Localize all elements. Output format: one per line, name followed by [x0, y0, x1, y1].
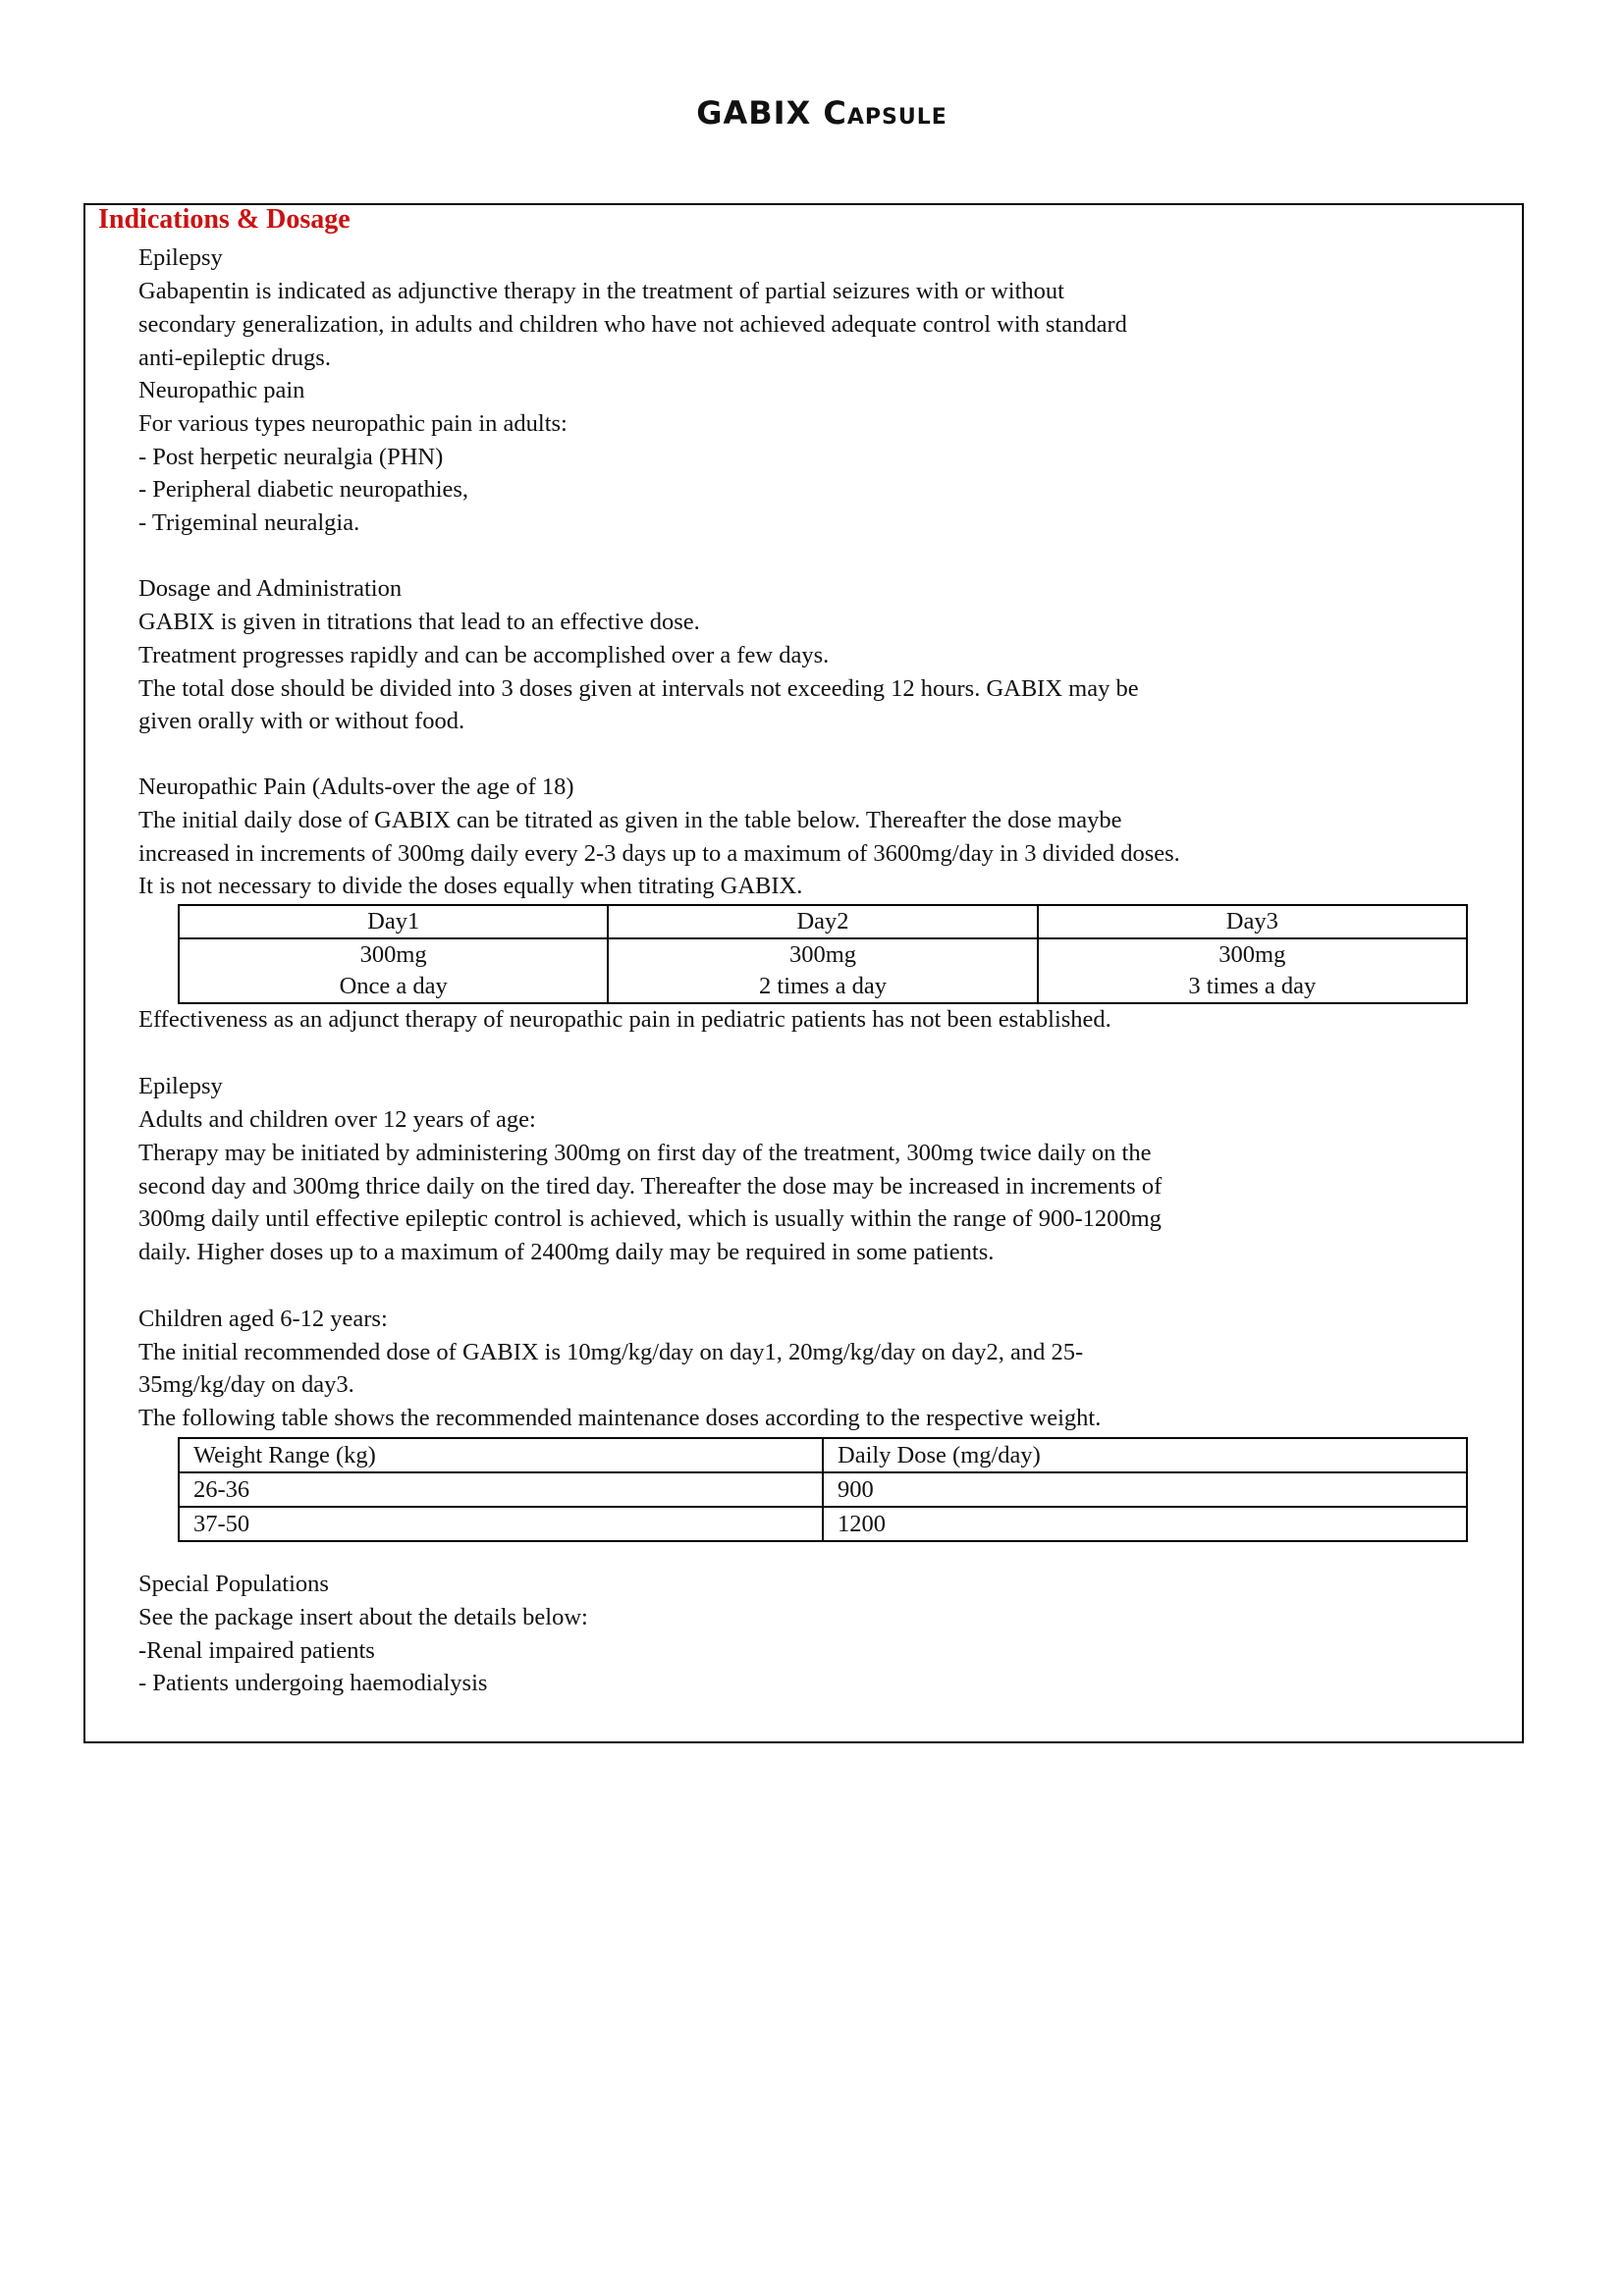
dose-value: 300mg — [359, 941, 427, 968]
table-header-cell: Weight Range (kg) — [179, 1438, 823, 1472]
subheading-dosage: Dosage and Administration — [138, 575, 403, 602]
dose-value: 300mg — [788, 941, 857, 968]
text-line: daily. Higher doses up to a maximum of 2400mg daily may be required in some patients. — [138, 1239, 995, 1265]
text-line: second day and 300mg thrice daily on the tired day. Thereafter the dose may be increased in increments of — [138, 1173, 1163, 1200]
table-cell — [1038, 938, 1467, 1003]
text-line: It is not necessary to divide the doses equally when titrating GABIX. — [138, 873, 803, 899]
table-cell: 900 — [823, 1472, 1467, 1507]
list-item: -Renal impaired patients — [138, 1637, 375, 1664]
text-line: Therapy may be initiated by administering 300mg on first day of the treatment, 300mg twice daily on the — [138, 1140, 1152, 1166]
list-item: - Trigeminal neuralgia. — [138, 509, 360, 536]
table-row — [179, 938, 1467, 1003]
table-row — [179, 1507, 1467, 1541]
list-item: - Post herpetic neuralgia (PHN) — [138, 444, 444, 470]
document-title: GABIX Capsule — [696, 94, 947, 132]
table-cell — [179, 938, 608, 1003]
subheading-neuropathic-pain: Neuropathic pain — [138, 377, 305, 403]
list-item: - Peripheral diabetic neuropathies, — [138, 476, 469, 503]
text-line: See the package insert about the details below: — [138, 1604, 588, 1630]
dose-frequency: 2 times a day — [759, 973, 887, 999]
table-cell: 26-36 — [179, 1472, 823, 1507]
weight-dose-table — [178, 1437, 1468, 1542]
subheading-special-populations: Special Populations — [138, 1571, 329, 1597]
subheading-epilepsy-dosing: Epilepsy — [138, 1073, 223, 1099]
text-line: increased in increments of 300mg daily every 2-3 days up to a maximum of 3600mg/day in 3 divided doses. — [138, 840, 1180, 867]
table-header-row — [179, 905, 1467, 938]
text-line: The following table shows the recommended maintenance doses according to the respective weight. — [138, 1405, 1102, 1431]
table-row — [179, 1472, 1467, 1507]
text-line: 35mg/kg/day on day3. — [138, 1371, 354, 1398]
text-line: secondary generalization, in adults and children who have not achieved adequate control with standard — [138, 311, 1127, 338]
dose-frequency: 3 times a day — [1188, 973, 1317, 999]
titration-table — [178, 904, 1468, 1004]
text-line: The initial daily dose of GABIX can be titrated as given in the table below. Thereafter the dose maybe — [138, 807, 1122, 833]
pediatric-note: Effectiveness as an adjunct therapy of neuropathic pain in pediatric patients has not been established. — [138, 1006, 1111, 1033]
table-cell: 37-50 — [179, 1507, 823, 1541]
table-cell — [608, 938, 1037, 1003]
table-header-cell: Day1 — [179, 905, 608, 938]
table-header-cell: Daily Dose (mg/day) — [823, 1438, 1467, 1472]
text-line: Gabapentin is indicated as adjunctive therapy in the treatment of partial seizures with or without — [138, 278, 1064, 304]
subheading-children: Children aged 6-12 years: — [138, 1306, 388, 1332]
table-header-cell: Day3 — [1038, 905, 1467, 938]
dose-frequency: Once a day — [339, 973, 448, 999]
section-heading: Indications & Dosage — [98, 204, 351, 235]
table-cell: 1200 — [823, 1507, 1467, 1541]
subheading-neuropathic-adults: Neuropathic Pain (Adults-over the age of 18) — [138, 774, 574, 800]
text-line: For various types neuropathic pain in adults: — [138, 410, 568, 437]
table-header-row — [179, 1438, 1467, 1472]
text-line: anti-epileptic drugs. — [138, 345, 331, 371]
text-line: GABIX is given in titrations that lead to an effective dose. — [138, 609, 700, 635]
text-line: Treatment progresses rapidly and can be accomplished over a few days. — [138, 642, 830, 668]
table-header-cell: Day2 — [608, 905, 1037, 938]
dose-value: 300mg — [1218, 941, 1286, 968]
text-line: The initial recommended dose of GABIX is 10mg/kg/day on day1, 20mg/kg/day on day2, and 25- — [138, 1339, 1084, 1365]
text-line: given orally with or without food. — [138, 708, 465, 734]
text-line: 300mg daily until effective epileptic control is achieved, which is usually within the range of 900-1200mg — [138, 1205, 1162, 1232]
subheading-epilepsy: Epilepsy — [138, 244, 223, 271]
text-line: Adults and children over 12 years of age: — [138, 1106, 536, 1133]
text-line: The total dose should be divided into 3 doses given at intervals not exceeding 12 hours. GABIX may be — [138, 675, 1139, 702]
list-item: - Patients undergoing haemodialysis — [138, 1670, 488, 1696]
